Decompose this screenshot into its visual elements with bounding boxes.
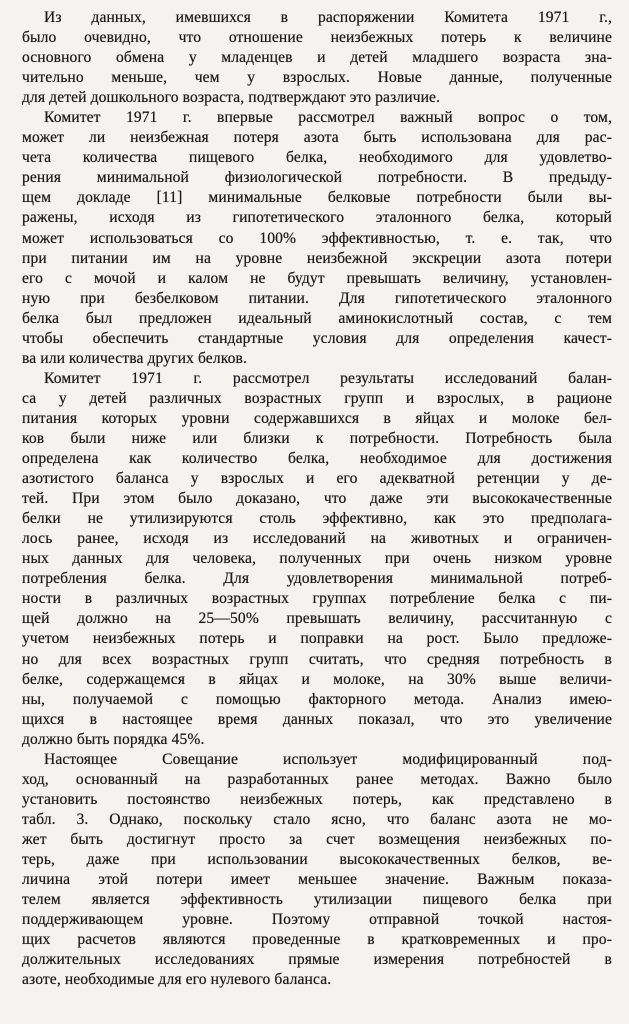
text-line: но для всех возрастных групп считать, что средняя потребность в: [22, 650, 612, 668]
text-line: ва или количества других белков.: [22, 349, 247, 367]
text-line: его с мочой и калом не будут превышать величину, установлен-: [22, 269, 612, 287]
text-line: питания которых уровни содержавшихся в яйцах и молоке бел-: [22, 409, 612, 427]
text-line: установить постоянство неизбежных потерь, как представлено в: [22, 790, 612, 808]
text-line: было очевидно, что отношение неизбежных потерь к величине: [22, 29, 612, 47]
text-line: белка был предложен идеальный аминокислотный состав, с тем: [22, 309, 612, 327]
text-line: лось ранее, исходя из исследований на животных и ограничен-: [22, 530, 612, 548]
text-line: должно быть порядка 45%.: [22, 730, 205, 748]
text-line: личина этой потери имеет меньшее значение. Важным показа-: [22, 871, 612, 889]
text-line: ности в различных возрастных группах потребление белка с пи-: [22, 590, 612, 608]
text-line: может ли неизбежная потеря азота быть использована для рас-: [22, 129, 612, 147]
text-line: Настоящее Совещание использует модифицированный под-: [44, 750, 612, 768]
text-line: рения минимальной физиологической потребности. В предыду-: [22, 169, 612, 187]
text-line: ную при безбелковом питании. Для гипотетического эталонного: [22, 289, 612, 307]
text-line: белки не утилизируются столь эффективно, как это предполага-: [22, 510, 612, 528]
text-line: щих расчетов являются проведенные в кратковременных и про-: [22, 931, 612, 949]
text-line: Комитет 1971 г. впервые рассмотрел важный вопрос о том,: [44, 109, 612, 127]
text-line: азоте, необходимые для его нулевого баланса.: [22, 971, 332, 989]
text-line: ков были ниже или близки к потребности. Потребность была: [22, 429, 612, 447]
text-line: для детей дошкольного возраста, подтверждают это различие.: [22, 89, 441, 107]
text-line: учетом неизбежных потерь и поправки на рост. Было предложе-: [22, 630, 612, 648]
text-line: должительных исследованиях прямые измерения потребностей в: [22, 951, 612, 969]
text-line: определена как количество белка, необходимое для достижения: [22, 450, 612, 468]
text-line: чтобы обеспечить стандартные условия для определения качест-: [22, 329, 612, 347]
text-line: терь, даже при использовании высококачественных белков, ве-: [22, 850, 612, 868]
text-line: основного обмена у младенцев и детей младшего возраста зна-: [22, 49, 612, 67]
text-line: азотистого баланса у взрослых и его адекватной ретенции у де-: [22, 470, 612, 488]
paragraph: [22, 8, 612, 108]
text-line: щихся в настоящее время данных показал, что это увеличение: [22, 710, 612, 728]
paragraph: [22, 369, 612, 750]
text-line: Из данных, имевшихся в распоряжении Комитета 1971 г.,: [44, 9, 612, 26]
text-line: чительно меньше, чем у взрослых. Новые данные, полученные: [22, 69, 612, 87]
text-line: Комитет 1971 г. рассмотрел результаты исследований балан-: [44, 369, 612, 387]
text-line: ных данных для человека, полученных при очень низком уровне: [22, 550, 612, 568]
text-line: ход, основанный на разработанных ранее методах. Важно было: [22, 770, 612, 788]
paragraph: [22, 750, 612, 991]
text-line: табл. 3. Однако, поскольку стало ясно, что баланс азота не мо-: [22, 810, 612, 828]
text-line: при питании им на уровне неизбежной экскреции азота потери: [22, 249, 612, 267]
text-line: поддерживающем уровне. Поэтому отправной точкой настоя-: [22, 911, 612, 929]
text-line: тей. При этом было доказано, что даже эти высококачественные: [22, 490, 612, 508]
text-line: жет быть достигнут просто за счет возмещения неизбежных по-: [22, 830, 612, 848]
document-page: [22, 8, 612, 990]
text-line: щем докладе [11] минимальные белковые потребности были вы-: [22, 189, 612, 207]
text-line: чета количества пищевого белка, необходимого для удовлетво-: [22, 149, 612, 167]
text-line: ны, получаемой с помощью факторного метода. Анализ имею-: [22, 690, 612, 708]
text-line: потребления белка. Для удовлетворения минимальной потреб-: [22, 570, 612, 588]
text-line: са у детей различных возрастных групп и взрослых, в рационе: [22, 389, 612, 407]
text-line: телем является эффективность утилизации пищевого белка при: [22, 891, 612, 909]
text-line: щей должно на 25—50% превышать величину, рассчитанную с: [22, 610, 612, 628]
paragraph: [22, 108, 612, 369]
text-line: белке, содержащемся в яйцах и молоке, на 30% выше величи-: [22, 670, 612, 688]
text-line: ражены, исходя из гипотетического эталонного белка, который: [22, 209, 612, 227]
text-line: может использоваться со 100% эффективностью, т. е. так, что: [22, 229, 612, 247]
